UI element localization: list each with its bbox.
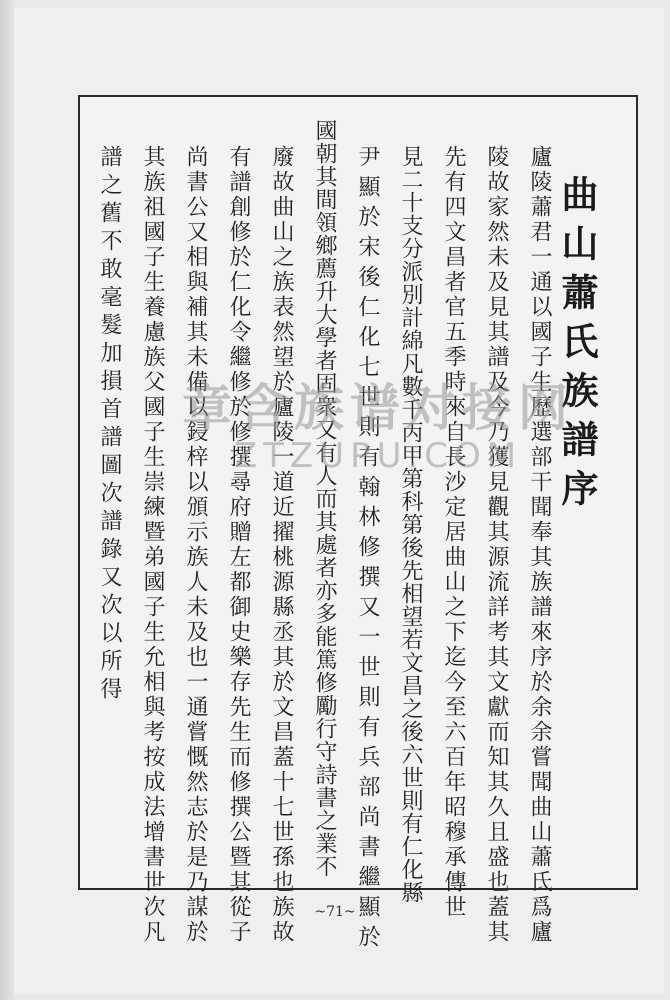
text-column-5: 尹顯於宋後仁化七世則有翰林修撰又一世則有兵部尚書繼顯於 — [355, 145, 380, 955]
text-column-7: 廢故曲山之族表然望於廬陵一道近擢桃源縣丞其於文昌蓋十七世孫也族故 — [269, 145, 294, 945]
watermark-chinese: 章含族谱对接网 — [182, 378, 574, 437]
text-column-4: 見二十支分派別計綿凡數千丙甲第科第後先相望若文昌之後六世則有仁化縣 — [398, 145, 423, 904]
text-column-8: 有譜創修於仁化令繼修於修撰尋府贈左都御史樂存先生而修撰公暨其從子 — [226, 145, 251, 945]
text-column-9: 尚書公又相與補其未備以鋟梓以頒示族人未及也一通嘗慨然志於是乃謀於 — [183, 145, 208, 945]
text-column-11: 譜之舊不敢毫髮加損首譜圖次譜錄又次以所得 — [97, 145, 122, 705]
document-title: 曲山蕭氏族譜序 — [555, 175, 599, 518]
text-column-10: 其族祖國子生養慮族父國子生崇練暨弟國子生允相與考按成法增書世次凡 — [140, 145, 165, 945]
watermark-latin: ZTZUPU.COM — [233, 436, 523, 476]
text-column-1: 廬陵蕭君一通以國子生歷選部干聞奉其族譜來序於余余嘗聞曲山蕭氏爲廬 — [527, 145, 552, 945]
text-column-2: 陵故家然未及見其譜及今乃獲見觀其源流詳考其文獻而知其久且盛也蓋其 — [484, 145, 509, 945]
text-column-6: 國朝其間領鄉薦升大學者固衆又有人而其處者亦多能篤修勵行守詩書之業不 — [312, 119, 337, 878]
text-column-3: 先有四文昌者官五季時來自長沙定居曲山之下迄今至六百年昭穆承傳世 — [441, 145, 466, 920]
page-number: ~71~ — [314, 904, 356, 920]
